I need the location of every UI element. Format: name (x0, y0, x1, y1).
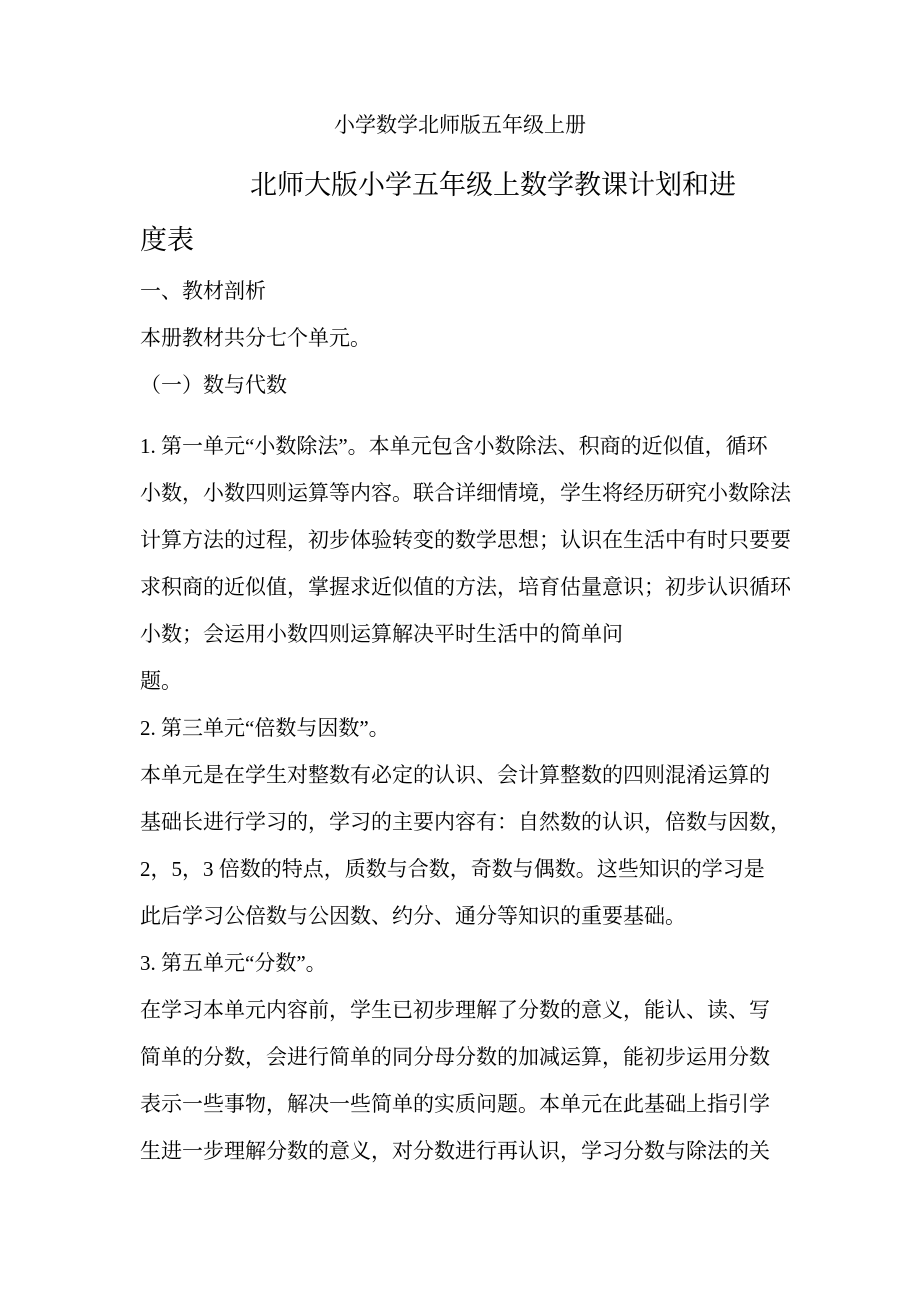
text-line: 表示一些事物，解决一些简单的实质问题。本单元在此基础上指引学 (140, 1092, 770, 1116)
text-line: 基础长进行学习的，学习的主要内容有：自然数的认识，倍数与因数， (140, 810, 791, 834)
subsection-heading-number-algebra: （一）数与代数 (140, 373, 287, 397)
document-title (140, 158, 780, 268)
text-line: 简单的分数，会进行简单的同分母分数的加减运算，能初步运用分数 (140, 1045, 770, 1069)
section-heading-materials: 一、教材剖析 (140, 279, 266, 303)
text-line: 小数，小数四则运算等内容。联合详细情境，学生将经历研究小数除法 (140, 481, 791, 505)
text-line: 本单元是在学生对整数有必定的认识、会计算整数的四则混淆运算的 (140, 763, 770, 787)
paragraph-heading: 3. 第五单元“分数”。 (140, 951, 327, 975)
text-line: 生进一步理解分数的意义，对分数进行再认识，学习分数与除法的关 (140, 1139, 770, 1163)
paragraph-unit-5 (140, 940, 780, 1175)
text-line: 1. 第一单元“小数除法”。本单元包含小数除法、积商的近似值，循环 (140, 434, 768, 458)
paragraph-unit-3 (140, 705, 791, 940)
text-line: 题。 (140, 669, 182, 693)
text-line: 此后学习公倍数与公因数、约分、通分等知识的重要基础。 (140, 904, 686, 928)
document-header: 小学数学北师版五年级上册 (334, 113, 586, 137)
paragraph-unit-1 (140, 423, 791, 705)
text-line: 计算方法的过程，初步体验转变的数学思想；认识在生活中有时只要要 (140, 528, 791, 552)
text-line: 本册教材共分七个单元。 (140, 326, 371, 350)
text-line: 小数；会运用小数四则运算解决平时生活中的简单问 (140, 622, 623, 646)
paragraph-heading: 2. 第三单元“倍数与因数”。 (140, 716, 390, 740)
text-line: 2，5，3 倍数的特点，质数与合数，奇数与偶数。这些知识的学习是 (140, 857, 765, 881)
text-line: 在学习本单元内容前，学生已初步理解了分数的意义，能认、读、写 (140, 998, 770, 1022)
document-title-line-1: 北师大版小学五年级上数学教课计划和进 (250, 170, 736, 200)
document-title-line-2: 度表 (140, 225, 194, 255)
text-line: 求积商的近似值，掌握求近似值的方法，培育估量意识；初步认识循环 (140, 575, 791, 599)
